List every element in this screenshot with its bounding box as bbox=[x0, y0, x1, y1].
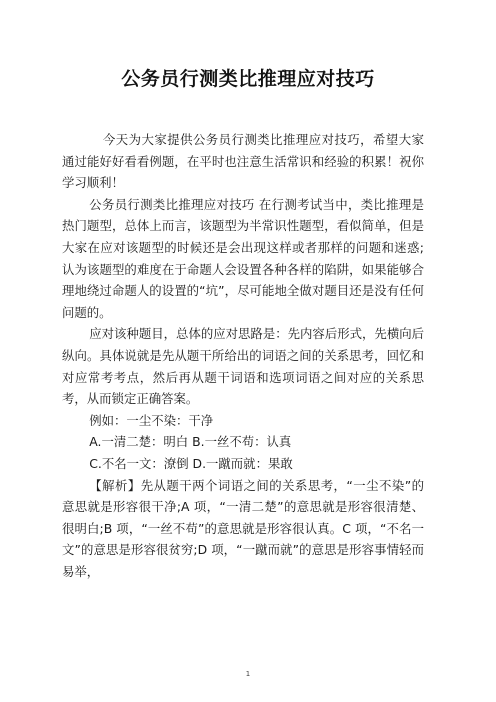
page-title: 公务员行测类比推理应对技巧 bbox=[121, 68, 375, 90]
strategy-paragraph: 应对该种题目，总体的应对思路是：先内容后形式，先横向后纵向。具体说就是先从题干所给出的词语之间的关系思考，回忆和对应常考考点，然后再从题干词语和选项词语之间对应的关系思考，从而锁定正确答案。 bbox=[62, 326, 424, 407]
overview-paragraph: 公务员行测类比推理应对技巧 在行测考试当中，类比推理是热门题型，总体上而言，该题型为半常识性题型，看似简单，但是大家在应对该题型的时候还是会出现这样或者那样的问题和迷惑;认为该题型的难度在于命题人会设置各种各样的陷阱，如果能够合理地绕过命题人的设置的“坑”，尽可能地全做对题目还是没有任何问题的。 bbox=[62, 196, 424, 320]
example-options-cd: C.不名一文：潦倒 D.一蹴而就：果敢 bbox=[89, 455, 293, 471]
analysis-paragraph: 【解析】先从题干两个词语之间的关系思考，“一尘不染”的意思就是形容很干净;A 项，“一清二楚”的意思就是形容很清楚、很明白;B 项，“一丝不苟”的意思就是形容很认真。C 项，“不名一文”的意思是形容很贫穷;D 项，“一蹴而就”的意思是形容事情轻而易举， bbox=[62, 477, 424, 579]
intro-paragraph: 今天为大家提供公务员行测类比推理应对技巧，希望大家通过能好好看看例题，在平时也注意生活常识和经验的积累！祝你学习顺利！ bbox=[62, 132, 424, 191]
page-number: 1 bbox=[245, 670, 251, 678]
example-options-ab: A.一清二楚：明白 B.一丝不苟：认真 bbox=[89, 434, 292, 450]
example-question: 例如：一尘不染：干净 bbox=[89, 412, 214, 428]
document-body bbox=[62, 129, 424, 582]
